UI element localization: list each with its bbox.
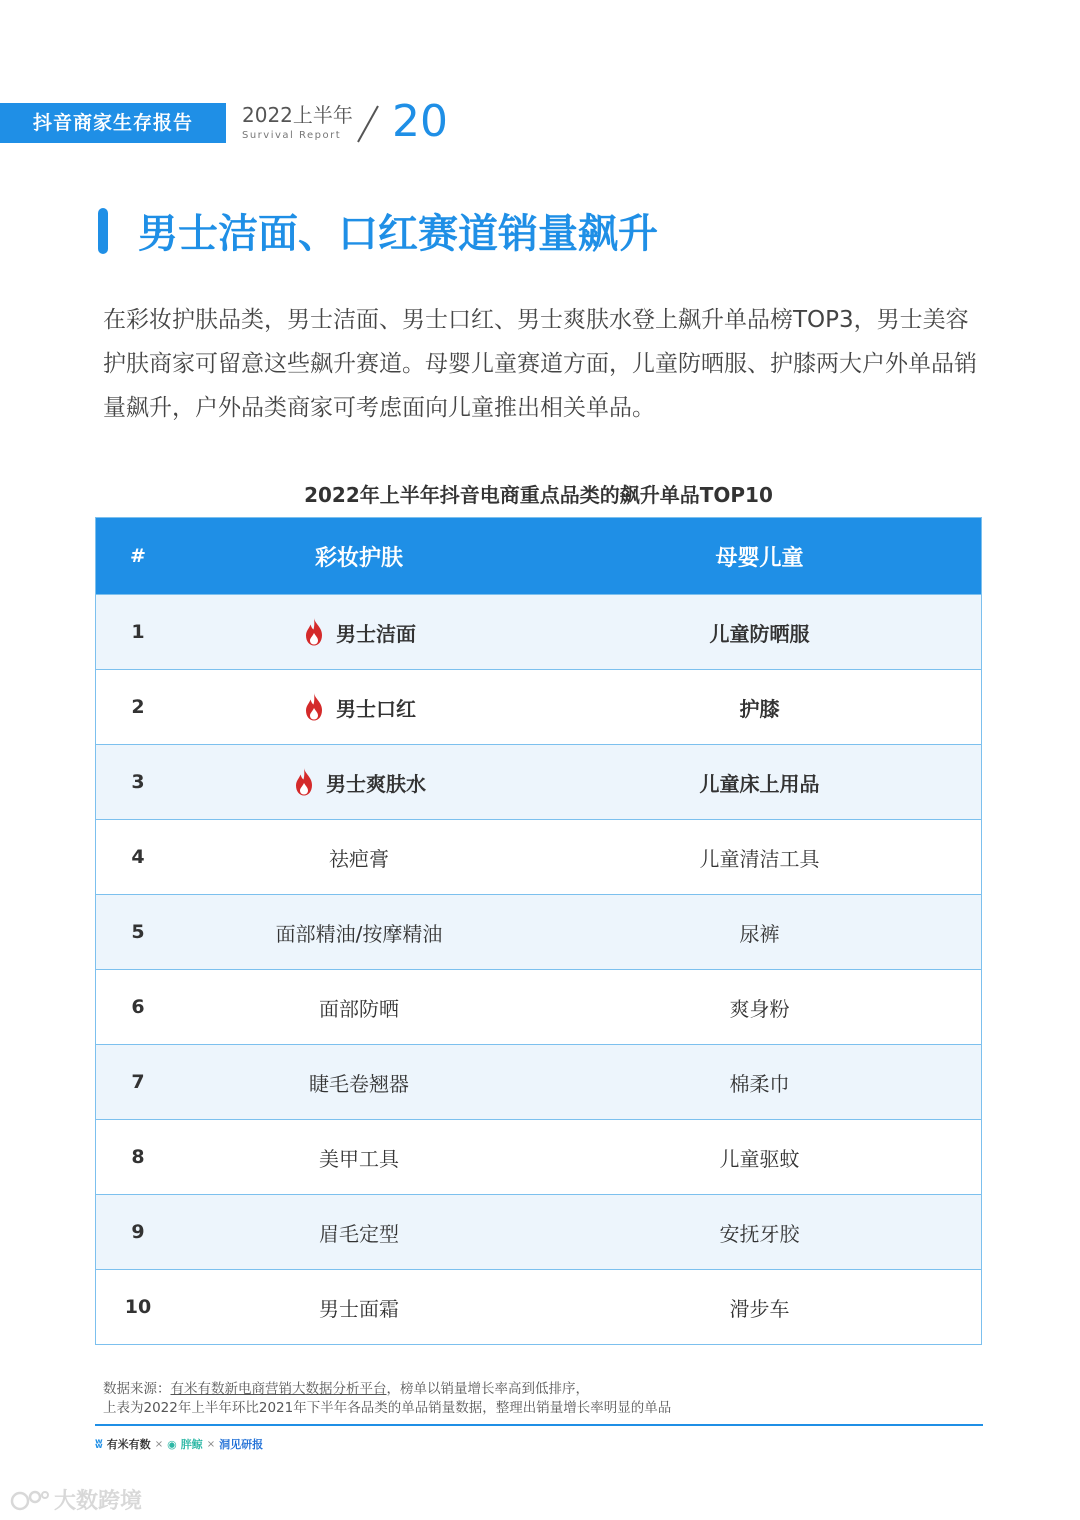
baby-cell: 儿童防晒服 bbox=[709, 621, 810, 646]
table-row bbox=[96, 1269, 981, 1344]
rank-cell: 9 bbox=[131, 1221, 145, 1243]
logo-youmi: 有米有数 bbox=[106, 1438, 151, 1451]
table-row bbox=[96, 669, 981, 744]
table-row bbox=[96, 744, 981, 819]
logo-separator-2: × bbox=[206, 1438, 216, 1450]
page-title: 男士洁面、口红赛道销量飙升 bbox=[138, 211, 658, 257]
cosmetics-cell bbox=[180, 1068, 538, 1097]
baby-cell: 护膝 bbox=[739, 696, 780, 721]
fire-icon bbox=[292, 767, 316, 797]
baby-cell: 儿童清洁工具 bbox=[699, 846, 820, 871]
footer-logos bbox=[95, 1436, 263, 1452]
source-link[interactable]: 有米有数新电商营销大数据分析平台 bbox=[170, 1381, 387, 1397]
cosmetics-cell bbox=[180, 617, 538, 647]
rank-cell: 7 bbox=[131, 1071, 145, 1093]
table-row bbox=[96, 894, 981, 969]
source-prefix: 数据来源： bbox=[103, 1381, 171, 1397]
logo-pangjing: 胖鲸 bbox=[180, 1438, 203, 1451]
table-row bbox=[96, 819, 981, 894]
cosmetics-cell bbox=[180, 993, 538, 1022]
cosmetics-item-label: 男士洁面 bbox=[336, 621, 416, 646]
rank-cell: 3 bbox=[131, 771, 145, 793]
table-row bbox=[96, 1044, 981, 1119]
cosmetics-item-label: 男士爽肤水 bbox=[326, 771, 426, 796]
baby-cell: 棉柔巾 bbox=[729, 1071, 790, 1096]
table-body bbox=[96, 594, 981, 1344]
rank-cell: 5 bbox=[131, 921, 145, 943]
cosmetics-item-label: 男士面霜 bbox=[319, 1296, 399, 1321]
page-number: 20 bbox=[392, 96, 448, 147]
header-subtitle: Survival Report bbox=[242, 130, 342, 141]
source-note bbox=[103, 1380, 983, 1418]
table-header bbox=[96, 518, 981, 594]
baby-cell: 尿裤 bbox=[739, 921, 780, 946]
baby-cell: 儿童驱蚊 bbox=[719, 1146, 800, 1171]
rank-cell: 8 bbox=[131, 1146, 145, 1168]
footer-divider bbox=[95, 1424, 983, 1426]
title-accent-bar bbox=[98, 208, 108, 254]
fire-icon bbox=[302, 617, 326, 647]
table-row bbox=[96, 1119, 981, 1194]
cosmetics-item-label: 面部精油/按摩精油 bbox=[275, 921, 443, 946]
cosmetics-cell bbox=[180, 843, 538, 872]
watermark-text: 大数跨境 bbox=[54, 1489, 143, 1514]
header-year: 2022上半年 bbox=[242, 103, 353, 127]
rank-cell: 1 bbox=[131, 621, 145, 643]
intro-paragraph: 在彩妆护肤品类，男士洁面、男士口红、男士爽肤水登上飙升单品榜TOP3，男士美容护肤商家可留意这些飙升赛道。母婴儿童赛道方面，儿童防晒服、护膝两大户外单品销量飙升，户外品类商家可考虑面向儿童推出相关单品。 bbox=[103, 307, 977, 421]
header-baby: 母婴儿童 bbox=[715, 545, 804, 571]
fire-icon bbox=[302, 692, 326, 722]
baby-cell: 儿童床上用品 bbox=[699, 771, 820, 796]
table-row bbox=[96, 1194, 981, 1269]
header-cosmetics bbox=[180, 541, 538, 572]
header-rank: # bbox=[130, 545, 146, 567]
cosmetics-cell bbox=[180, 1293, 538, 1322]
logo-separator: × bbox=[154, 1438, 164, 1450]
cosmetics-item-label: 睫毛卷翘器 bbox=[309, 1071, 409, 1096]
watermark bbox=[10, 1484, 142, 1515]
youmi-logo-icon: ʬ bbox=[95, 1436, 103, 1452]
source-suffix: ，榜单以销量增长率高到低排序， bbox=[386, 1381, 589, 1397]
cosmetics-item-label: 祛疤膏 bbox=[329, 846, 389, 871]
cosmetics-cell bbox=[180, 1218, 538, 1247]
cosmetics-cell bbox=[180, 918, 538, 947]
cosmetics-item-label: 面部防晒 bbox=[319, 996, 399, 1021]
cosmetics-item-label: 美甲工具 bbox=[319, 1146, 399, 1171]
header-cosmetics-label: 彩妆护肤 bbox=[314, 545, 403, 571]
source-line-1 bbox=[103, 1380, 983, 1399]
ranking-table bbox=[95, 517, 982, 1345]
report-tab: 抖音商家生存报告 bbox=[0, 103, 226, 143]
rank-cell: 10 bbox=[124, 1296, 152, 1318]
rank-cell: 2 bbox=[131, 696, 145, 718]
table-title: 2022年上半年抖音电商重点品类的飙升单品TOP10 bbox=[304, 483, 773, 507]
cosmetics-item-label: 男士口红 bbox=[336, 696, 416, 721]
source-line-2: 上表为2022年上半年环比2021年下半年各品类的单品销量数据，整理出销量增长率明显的单品 bbox=[103, 1400, 672, 1416]
watermark-logo-icon bbox=[10, 1487, 50, 1513]
rank-cell: 6 bbox=[131, 996, 145, 1018]
slash-divider-icon bbox=[352, 102, 382, 146]
logo-dongjian: 洞见研报 bbox=[219, 1438, 264, 1451]
cosmetics-item-label: 眉毛定型 bbox=[319, 1221, 399, 1246]
table-row bbox=[96, 594, 981, 669]
cosmetics-cell bbox=[180, 767, 538, 797]
cosmetics-cell bbox=[180, 1143, 538, 1172]
baby-cell: 安抚牙胶 bbox=[719, 1221, 800, 1246]
baby-cell: 爽身粉 bbox=[729, 996, 790, 1021]
baby-cell: 滑步车 bbox=[729, 1296, 790, 1321]
table-row bbox=[96, 969, 981, 1044]
whale-logo-icon: ◉ bbox=[167, 1437, 177, 1451]
cosmetics-cell bbox=[180, 692, 538, 722]
rank-cell: 4 bbox=[131, 846, 145, 868]
